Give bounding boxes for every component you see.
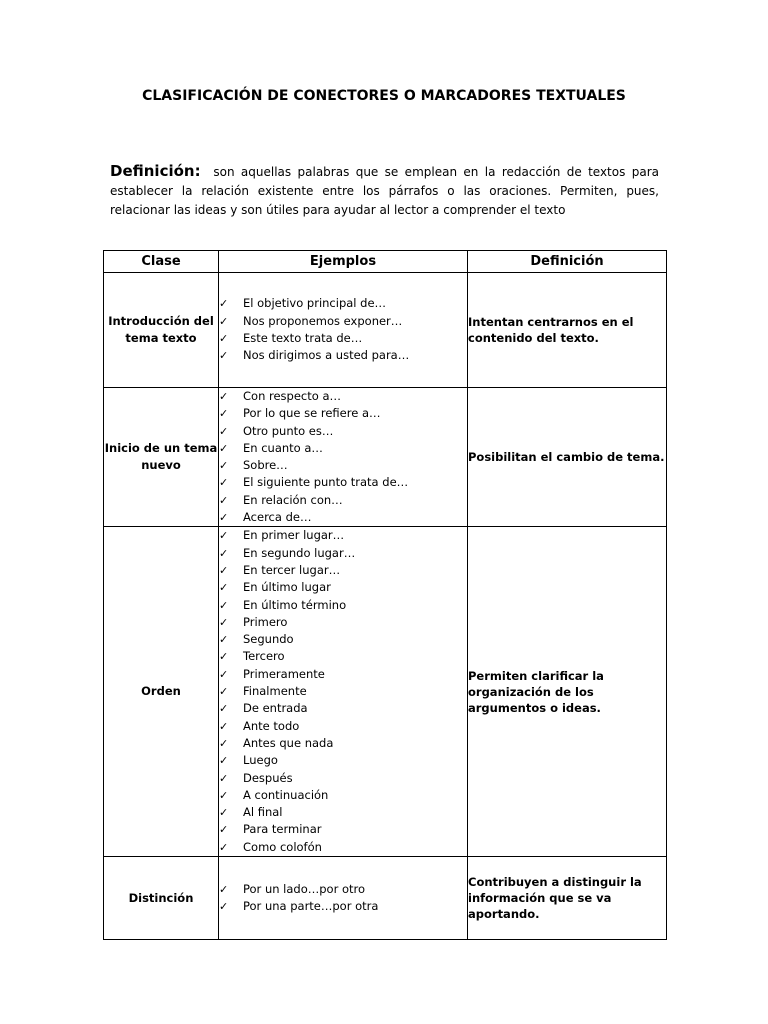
connectors-table: [103, 250, 667, 940]
examples-list: [219, 881, 467, 916]
list-item: [219, 579, 467, 596]
checkmark-icon: ✓: [219, 702, 229, 716]
examples-list: [219, 388, 467, 526]
checkmark-icon: ✓: [219, 581, 229, 595]
checkmark-icon: ✓: [219, 529, 229, 543]
row-clase: Inicio de un tema nuevo: [104, 388, 219, 527]
definition-label: Definición:: [110, 162, 201, 180]
list-item: [219, 881, 467, 898]
list-item: [219, 457, 467, 474]
list-item: [219, 787, 467, 804]
header-definicion: Definición: [468, 251, 667, 273]
list-item: [219, 631, 467, 648]
checkmark-icon: ✓: [219, 441, 229, 455]
example-text: Primero: [243, 614, 288, 629]
checkmark-icon: ✓: [219, 459, 229, 473]
checkmark-icon: ✓: [219, 390, 229, 403]
example-text: Acerca de…: [243, 510, 312, 525]
example-text: El siguiente punto trata de…: [243, 475, 409, 490]
list-item: [219, 770, 467, 787]
example-text: Al final: [243, 805, 283, 820]
list-item: [219, 330, 467, 347]
table-row: [104, 857, 667, 940]
list-item: [219, 683, 467, 700]
list-item: [219, 423, 467, 440]
example-text: Otro punto es…: [243, 423, 334, 438]
page-title: CLASIFICACIÓN DE CONECTORES O MARCADORES TEXTUALES: [142, 88, 626, 104]
example-text: Primeramente: [243, 666, 325, 681]
checkmark-icon: ✓: [219, 297, 229, 311]
example-text: Después: [243, 770, 293, 785]
checkmark-icon: ✓: [219, 754, 229, 768]
list-item: [219, 474, 467, 491]
checkmark-icon: ✓: [219, 598, 229, 612]
checkmark-icon: ✓: [219, 493, 229, 507]
example-text: Por un lado…por otro: [243, 881, 366, 896]
row-clase: Orden: [104, 527, 219, 857]
checkmark-icon: ✓: [219, 788, 229, 802]
checkmark-icon: ✓: [219, 736, 229, 750]
example-text: Con respecto a…: [243, 389, 341, 403]
row-definition: Permiten clarificar la organización de los argumentos o ideas.: [468, 527, 667, 857]
example-text: Antes que nada: [243, 735, 334, 750]
checkmark-icon: ✓: [219, 806, 229, 820]
row-clase: Distinción: [104, 857, 219, 940]
list-item: [219, 545, 467, 562]
checkmark-icon: ✓: [219, 771, 229, 785]
row-clase: Introducción del tema texto: [104, 273, 219, 388]
table-row: [104, 388, 667, 527]
example-text: Como colofón: [243, 839, 322, 854]
example-text: En cuanto a…: [243, 440, 323, 455]
table-row: [104, 273, 667, 388]
example-text: En relación con…: [243, 492, 343, 507]
definition-text: son aquellas palabras que se emplean en la redacción de textos para establecer la relación existente entre los párrafos o las oraciones. Permiten, pues, relacionar las ideas y son útiles para ayudar al lector a comprender el texto: [110, 165, 659, 217]
list-item: [219, 295, 467, 312]
checkmark-icon: ✓: [219, 314, 229, 328]
example-text: En último término: [243, 597, 347, 612]
list-item: [219, 804, 467, 821]
table-header-row: [104, 251, 667, 273]
list-item: [219, 405, 467, 422]
list-item: [219, 509, 467, 526]
example-text: En primer lugar…: [243, 528, 345, 543]
checkmark-icon: ✓: [219, 900, 229, 914]
example-text: Sobre…: [243, 458, 288, 473]
header-clase: Clase: [104, 251, 219, 273]
checkmark-icon: ✓: [219, 667, 229, 681]
checkmark-icon: ✓: [219, 563, 229, 577]
checkmark-icon: ✓: [219, 424, 229, 438]
example-text: El objetivo principal de…: [243, 296, 387, 311]
checkmark-icon: ✓: [219, 633, 229, 647]
example-text: Ante todo: [243, 718, 300, 733]
row-examples: [219, 527, 468, 857]
checkmark-icon: ✓: [219, 332, 229, 345]
example-text: Luego: [243, 753, 278, 768]
example-text: Por lo que se refiere a…: [243, 406, 381, 421]
definition-paragraph: [110, 162, 659, 220]
checkmark-icon: ✓: [219, 650, 229, 664]
checkmark-icon: ✓: [219, 882, 229, 896]
row-definition: Intentan centrarnos en el contenido del texto.: [468, 273, 667, 388]
example-text: En tercer lugar…: [243, 562, 341, 577]
row-examples: [219, 273, 468, 388]
example-text: A continuación: [243, 787, 329, 802]
checkmark-icon: ✓: [219, 407, 229, 421]
checkmark-icon: ✓: [219, 823, 229, 837]
checkmark-icon: ✓: [219, 719, 229, 733]
row-definition: Contribuyen a distinguir la información que se va aportando.: [468, 857, 667, 940]
list-item: [219, 347, 467, 364]
checkmark-icon: ✓: [219, 476, 229, 490]
list-item: [219, 492, 467, 509]
examples-list: [219, 527, 467, 856]
list-item: [219, 562, 467, 579]
list-item: [219, 614, 467, 631]
list-item: [219, 898, 467, 915]
example-text: Segundo: [243, 632, 294, 647]
example-text: Nos proponemos exponer…: [243, 313, 403, 328]
list-item: [219, 735, 467, 752]
list-item: [219, 527, 467, 544]
example-text: Para terminar: [243, 822, 322, 837]
example-text: En segundo lugar…: [243, 545, 356, 560]
list-item: [219, 839, 467, 856]
example-text: En último lugar: [243, 580, 331, 595]
checkmark-icon: ✓: [219, 685, 229, 699]
list-item: [219, 648, 467, 665]
table-row: [104, 527, 667, 857]
checkmark-icon: ✓: [219, 840, 229, 854]
checkmark-icon: ✓: [219, 615, 229, 629]
example-text: Tercero: [243, 649, 285, 664]
example-text: Nos dirigimos a usted para…: [243, 348, 410, 363]
row-examples: [219, 857, 468, 940]
checkmark-icon: ✓: [219, 511, 229, 525]
header-ejemplos: Ejemplos: [219, 251, 468, 273]
example-text: De entrada: [243, 701, 308, 716]
checkmark-icon: ✓: [219, 546, 229, 560]
example-text: Por una parte…por otra: [243, 899, 379, 914]
list-item: [219, 700, 467, 717]
list-item: [219, 666, 467, 683]
list-item: [219, 597, 467, 614]
examples-list: [219, 295, 467, 364]
checkmark-icon: ✓: [219, 349, 229, 363]
example-text: Finalmente: [243, 684, 307, 699]
list-item: [219, 388, 467, 405]
list-item: [219, 821, 467, 838]
list-item: [219, 718, 467, 735]
row-definition: Posibilitan el cambio de tema.: [468, 388, 667, 527]
list-item: [219, 313, 467, 330]
list-item: [219, 752, 467, 769]
row-examples: [219, 388, 468, 527]
list-item: [219, 440, 467, 457]
example-text: Este texto trata de…: [243, 331, 363, 345]
